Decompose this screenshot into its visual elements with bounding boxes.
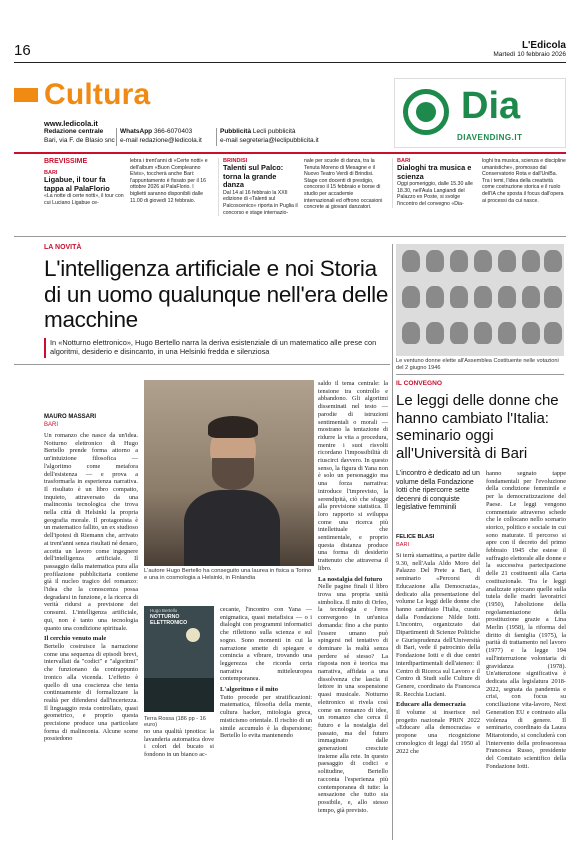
contact-sep xyxy=(216,128,217,146)
book-title: NOTTURNO ELETTRONICO xyxy=(150,614,188,626)
paper-name: L'Edicola xyxy=(521,40,566,51)
moon-icon xyxy=(186,628,200,642)
section-title: Cultura xyxy=(44,78,151,111)
right-byline: FELICE BLASI xyxy=(396,534,435,540)
right-rule xyxy=(396,374,564,375)
paper-date: Martedì 10 febbraio 2026 xyxy=(493,51,566,58)
right-col2: hanno segnato tappe fondamentali per l'evoluzione della condizione femminile e per la democratizzazione del Paese. Le leggi vengono commentate attraverso schede che le collocano nello scenario storico, politico e sociale in cui sono maturate. Il percorso si apre con il decreto del primo febbraio 1945 che estese il suffragio elettorale alle donne e la successiva partecipazione delle 21 costituenti alla Carta costituzionale. Tra le leggi analizzate spiccano quelle sulla tutela delle madri lavoratrici (1950), l'abolizione della regolamentazione della prostituzione grazie a Lina Merlin (1958), la riforma del diritto di famiglia (1975), la parità di trattamento nel lavoro (1977) e la legge 194 sull'interruzione volontaria di gravidanza (1978). Un'attenzione significativa è dedicata alla legislatura 2018-2022, segnata da pandemia e crisi, con focus su conciliazione vita-lavoro, Next Generation EU e contrasto alla violenza di genere. Il seminario, coordinato da Laura Mitarotondo, si concluderà con l'intervento della professoressa Francesca Russo, presidente del Comitato scientifico della Fondazione Iotti. xyxy=(486,470,566,770)
right-summary: L'incontro è dedicato ad un volume della Fondazione Iotti che ripercorre sette decenni di conquiste legislative femminili xyxy=(396,470,480,512)
author-photo xyxy=(144,380,314,566)
column-divider xyxy=(392,244,393,840)
book-author: Hugo Bertello xyxy=(150,608,178,613)
right-col1: Si terrà stamattina, a partire dalle 9.30, nell'Aula Aldo Moro del Palazzo Del Prete a Bari, il seminario «Percorsi di Educazione alla Democrazia», dedicato alla presentazione del volume Le leggi delle donne che hanno cambiato l'Italia, curato dalla Fondazione Nilde Iotti. L'incontro, organizzato dai Dipartimenti di Scienze Politiche e Giurisprudenza dell'Università di Bari, vede il patrocinio della Fondazione Iotti e di due centri interdipartimentali dell'ateneo: il Centro di Ricerca sul Lavoro e il Centro di Studi sulle Culture di Genere, coordinato da Francesca R. Recchia Luciani. Educare alla democrazia Il volume si inserisce nel progetto nazionale PRIN 2022 «Educare alla democrazia» e propone una ricognizione cronologico di leggi dal 1950 al 2022 che xyxy=(396,552,480,755)
brevi-item: BARI Dialoghi tra musica e scienza Oggi pomeriggio, dalle 15.30 alle 18.30, nell'Aula Langiandi del Palazzo ex Poste, si svolge l'incontro del convegno «Dia- xyxy=(392,158,476,208)
article-kicker: LA NOVITÀ xyxy=(44,244,82,251)
photo-hair xyxy=(208,416,258,438)
ad-site: DIAVENDING.IT xyxy=(457,133,523,142)
article-headline: L'intelligenza artificiale e noi Storia di un uomo qualunque nell'era delle macchine xyxy=(44,256,389,332)
book-landscape xyxy=(144,678,214,712)
photo-caption: L'autore Hugo Bertello ha conseguito una laurea in fisica a Torino e una in cosmologia a Helsinki, in Finlandia xyxy=(144,568,312,581)
brevi-item: BRINDISI Talenti sul Palco: torna la grande danza Dal 14 al 16 febbraio la XXII edizione di «Talenti sul Palcoscenico» riporta in Puglia il concorso e stage internazio- xyxy=(218,158,298,216)
dia-logo-core xyxy=(416,102,436,122)
brevi-item: BARI Ligabue, il tour fa tappa al PalaFlorio «La notte di certe notti», il tour con cui Luciano Ligabue ce- xyxy=(44,170,124,206)
photo-body xyxy=(184,490,280,566)
site-link[interactable]: www.ledicola.it xyxy=(44,119,98,128)
header-rule xyxy=(14,62,566,63)
right-photo-caption: Le ventuno donne elette all'Assemblea Costituente nelle votazioni del 2 giugno 1946 xyxy=(396,358,559,371)
photo-beard xyxy=(212,458,254,490)
article-deck: In «Notturno elettronico», Hugo Bertello narra la deriva esistenziale di un matematico alle prese con algoritmi, desiderio e disincanto, in una Helsinki fredda e silenziosa xyxy=(50,338,377,357)
article-byline: MAURO MASSARI xyxy=(44,414,96,420)
page-number: 16 xyxy=(14,42,31,59)
article-col1: Un romanzo che nasce da un'idea. Notturno elettronico di Hugo Bertello prende forma attorno a un'intuizione filosofica — l'algoritmo come metafora dell'esistenza — e prova a trasformarla in esperienza narrativa. Il risultato è un libro compatto, inquieto, attraversato da una malinconia tecnologica che trova nella città di Helsinki la propria geografia morale. Il protagonista è un matematico fallito, un ex studioso dell'ipotesi di Riemann che, arrivato ai trent'anni senza risultati né denaro, accetta un lavoro come ingegnere dell'intelligenza artificiale. Il passaggio dalla matematica pura alla profilazione pubblicitaria contiene già il nucleo tragico del romanzo: l'idea che la conoscenza possa degradarsi in funzione, e la ricerca di verità ridursi a previsione dei consumi. L'intelligenza artificiale, qui, non è tanto una tecnologia quanto una condizione spirituale. Il cerchio venuto male Bertello costruisce la narrazione come una sequenza di episodi brevi, intervallati da "codici" e "algoritmi" che funzionano da contrappunto ironico alla vicenda. L'effetto è quello di una coscienza che tenta continuamente di formalizzare la realtà per difendersi dall'incertezza. Il linguaggio resta controllato, quasi geometrico, e proprio questa precisione produce una particolare forma di malinconia. Alcune scene possiedono xyxy=(44,432,138,743)
article-col2: no una qualità ipnotica: la lavanderia automatica dove i colori del bucato si fondono in un bianco ac- xyxy=(144,728,214,759)
book-caption: Terra Rossa (186 pp - 16 euro) xyxy=(144,716,206,728)
costituenti-photo xyxy=(396,244,564,356)
brevi-item-cont: loghi tra musica, scienza e discipline umanistiche», promosso dal Conservatorio Rota e dall'UniBa. Tra i temi, l'idea della creatività come costruzione storica e il ruolo dell'IA che sposta il focus dall'opera ai processi da cui nasce. xyxy=(482,158,566,204)
right-headline: Le leggi delle donne che hanno cambiato l'Italia: seminario oggi all'Università di Bari xyxy=(396,392,559,462)
contact-pubblicita: Pubblicità Lecli pubblicità e-mail segreteria@leclipubblicita.it xyxy=(220,128,319,144)
article-rule xyxy=(14,364,390,365)
contact-whatsapp: WhatsApp 366-6070403 e-mail redazione@ledicola.it xyxy=(120,128,202,144)
ad-brand: Dia xyxy=(461,85,521,127)
contact-redazione: Redazione centrale Bari, via F. de Blasio snc xyxy=(44,128,115,144)
article-place: BARI xyxy=(44,422,59,428)
section-bar xyxy=(14,88,38,102)
brevi-rule-bottom xyxy=(14,236,566,237)
right-place: BARI xyxy=(396,542,410,548)
dia-advert[interactable] xyxy=(394,78,566,148)
article-col4: saldo il tema centrale: la tensione tra controllo e abbandono. Gli algoritmi disseminati nel testo — parodie di istruzioni sentimentali o morali — mostrano la tentazione di ridurre la vita a procedura, mentre i suoi risvolti ricordano l'impossibilità di riuscirci davvero. In questo senso, la figura di Yana non è solo un personaggio ma una forza narrativa: introduce l'imprevisto, la serendipità, ciò che sfugge alla previsione statistica. Il loro rapporto si sviluppa come una ricerca più intellettuale che sentimentale, e proprio questa distanza produce una forma di desiderio trattenuto che attraversa il libro. La nostalgia del futuro Nelle pagine finali il libro trova una propria unità simbolica. Il mito di Orfeo, la tecnologia e l'eros convergono in un'unica domanda: fino a che punto l'essere umano può spingersi nel tentativo di dominare la realtà senza perdere sé stesso? La risposta non è teorica ma narrativa, affidata a una dissolvenza che lascia il lettore in una sospensione quasi musicale. Notturno elettronico si rivela così come un romanzo di idee, un romanzo che cerca il futuro e la nostalgia del passato, ma del futuro immaginato dalle generazioni cresciute insieme alla rete. In questo paesaggio di codici e solitudine, Bertello racconta l'esperienza più contemporanea di tutte: la sensazione che tutto sia possibile, e, allo stesso tempo, già previsto. xyxy=(318,380,388,814)
brevi-item-cont: nale per scuole di danza, tra la Tenuta Moreno di Mesagne e il Nuovo Teatro Verdi di Brindisi. Stage con docenti di prestigio, concorso il 15 febbraio e borse di studio per accademie internazionali ed offrono occasioni concrete ai giovani danzatori. xyxy=(304,158,383,211)
article-col3: cecante, l'incontro con Yana — enigmatica, quasi metafisica — o i dialoghi con programmi informatici che riflettono sulla scienza e sul sogno. Sono momenti in cui la narrazione smette di spiegare e comincia a vibrare, trovando una leggerezza che ricorda certa narrativa mitteleuropea contemporanea. L'algoritmo e il mito Tutto procede per stratificazioni: matematica, filosofia della mente, cultura hacker, mitologia greca, misticismo orientale. Il rischio di un simile accumulo è la dispersione; Bertello lo evita mantenendo xyxy=(220,606,312,740)
contact-sep xyxy=(116,128,117,146)
brevi-label: BREVISSIME xyxy=(44,158,88,165)
right-kicker: IL CONVEGNO xyxy=(396,380,443,387)
brevi-item-cont: lebra i trent'anni di «Certe notti» e dell'album «Buon Compleanno Elvis», toccherà anche Bari: l'appuntamento è fissato per il 16 ottobre 2026 al PalaFlorio. I biglietti saranno disponibili dalle 11.00 di giovedì 12 febbraio. xyxy=(130,158,208,204)
book-cover xyxy=(144,606,214,712)
brevi-rule xyxy=(14,152,566,154)
